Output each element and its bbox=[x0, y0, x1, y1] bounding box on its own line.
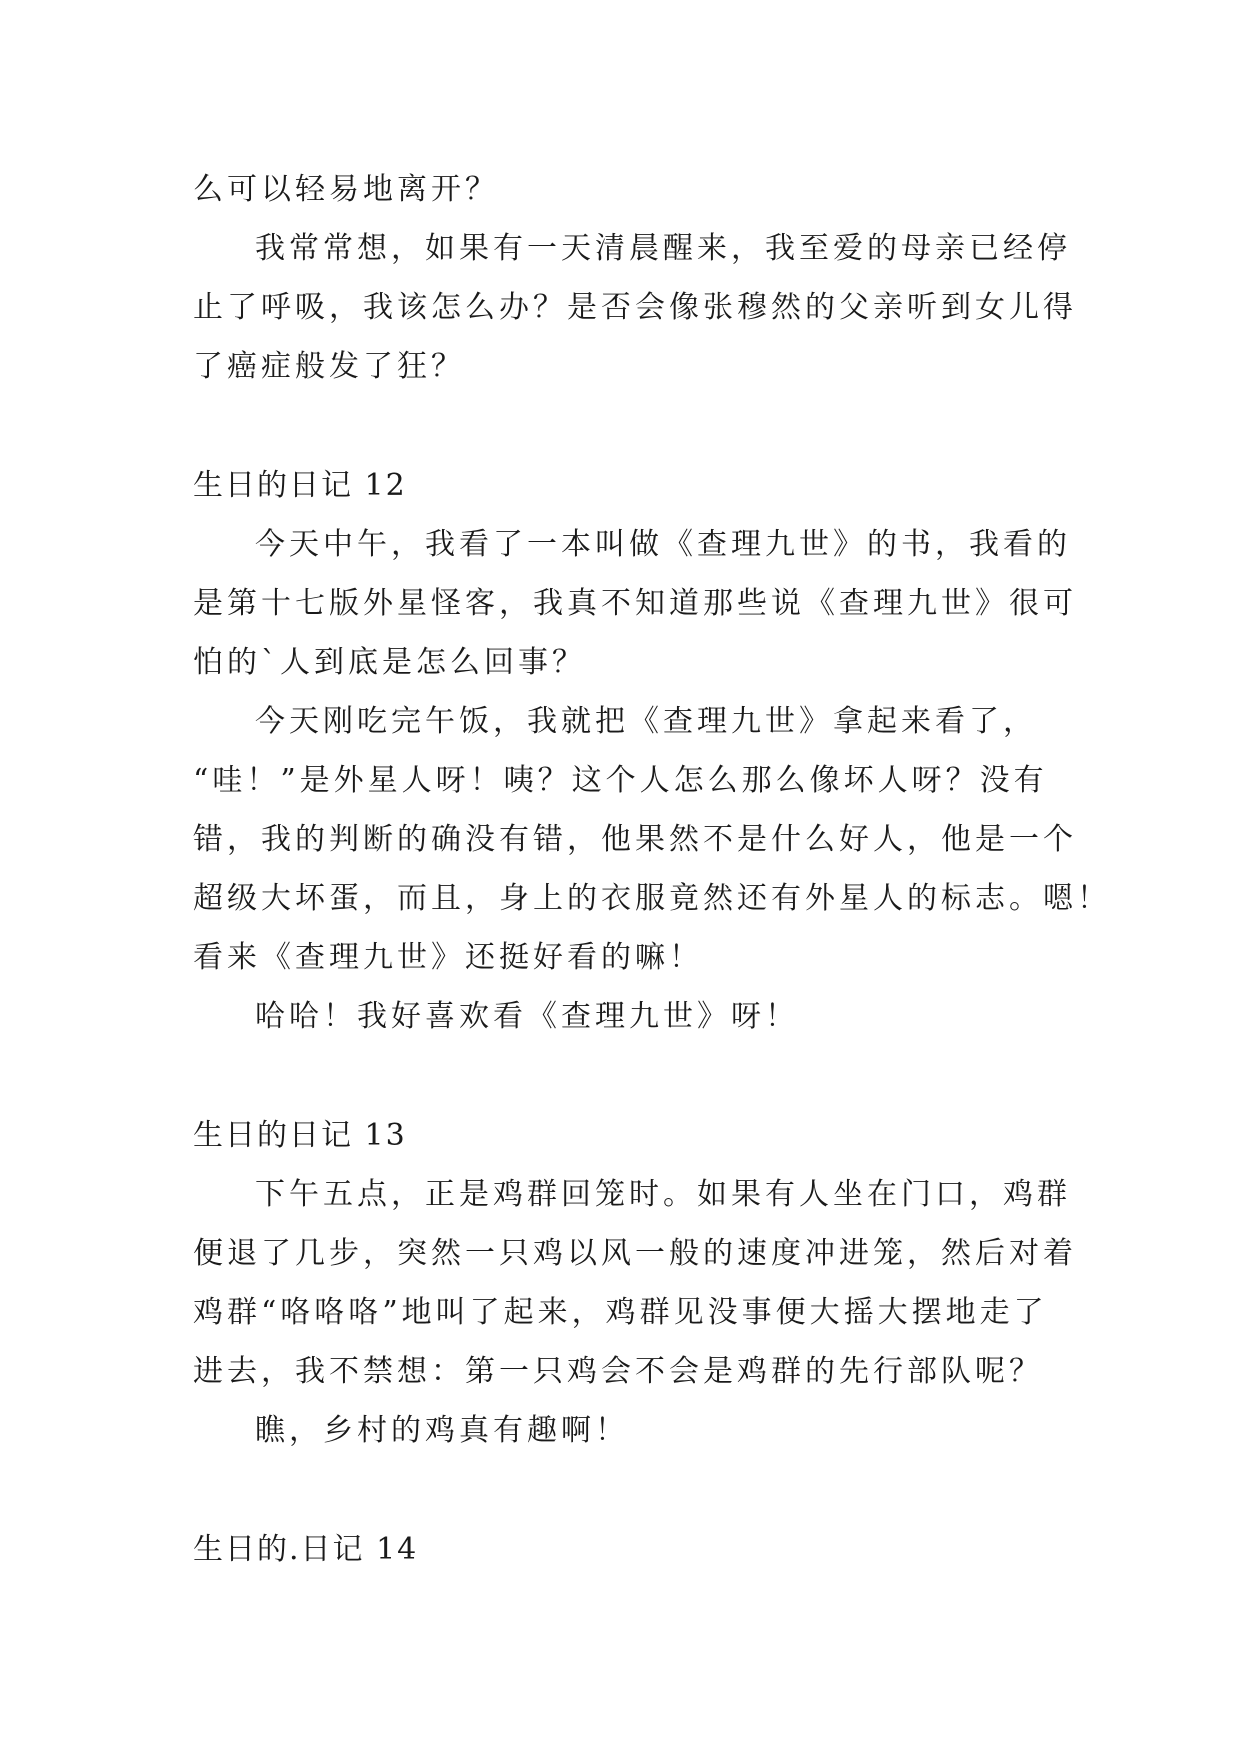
text-line: 今天中午，我看了一本叫做《查理九世》的书，我看的 bbox=[255, 527, 1071, 562]
section-heading: 生日的日记 13 bbox=[193, 1118, 407, 1153]
text-line: 么可以轻易地离开？ bbox=[193, 172, 499, 207]
paragraph-gap bbox=[193, 396, 1055, 456]
text-line: “哇！”是外星人呀！咦？这个人怎么那么像坏人呀？没有 bbox=[193, 763, 1048, 798]
text-line: 了癌症般发了狂？ bbox=[193, 349, 465, 384]
paragraph-gap bbox=[193, 1046, 1055, 1106]
text-line: 是第十七版外星怪客，我真不知道那些说《查理九世》很可 bbox=[193, 586, 1077, 621]
section-heading: 生日的日记 12 bbox=[193, 468, 407, 503]
text-line: 鸡群“咯咯咯”地叫了起来，鸡群见没事便大摇大摆地走了 bbox=[193, 1295, 1048, 1330]
text-line: 今天刚吃完午饭，我就把《查理九世》拿起来看了， bbox=[255, 704, 1037, 739]
text-line: 怕的`人到底是怎么回事？ bbox=[193, 645, 586, 680]
text-line: 瞧，乡村的鸡真有趣啊！ bbox=[255, 1413, 629, 1448]
text-line: 哈哈！我好喜欢看《查理九世》呀！ bbox=[255, 999, 799, 1034]
text-line: 我常常想，如果有一天清晨醒来，我至爱的母亲已经停 bbox=[255, 231, 1071, 266]
text-line: 错，我的判断的确没有错，他果然不是什么好人，他是一个 bbox=[193, 822, 1077, 857]
text-line: 止了呼吸，我该怎么办？是否会像张穆然的父亲听到女儿得 bbox=[193, 290, 1077, 325]
text-line: 看来《查理九世》还挺好看的嘛！ bbox=[193, 940, 703, 975]
text-line: 超级大坏蛋，而且，身上的衣服竟然还有外星人的标志。嗯！ bbox=[193, 881, 1111, 916]
text-line: 进去，我不禁想：第一只鸡会不会是鸡群的先行部队呢？ bbox=[193, 1354, 1043, 1389]
text-line: 下午五点，正是鸡群回笼时。如果有人坐在门口，鸡群 bbox=[255, 1177, 1071, 1212]
paragraph-gap bbox=[193, 1460, 1055, 1520]
document-body bbox=[193, 160, 1111, 1579]
section-heading: 生日的.日记 14 bbox=[193, 1532, 419, 1567]
text-line: 便退了几步，突然一只鸡以风一般的速度冲进笼，然后对着 bbox=[193, 1236, 1077, 1271]
